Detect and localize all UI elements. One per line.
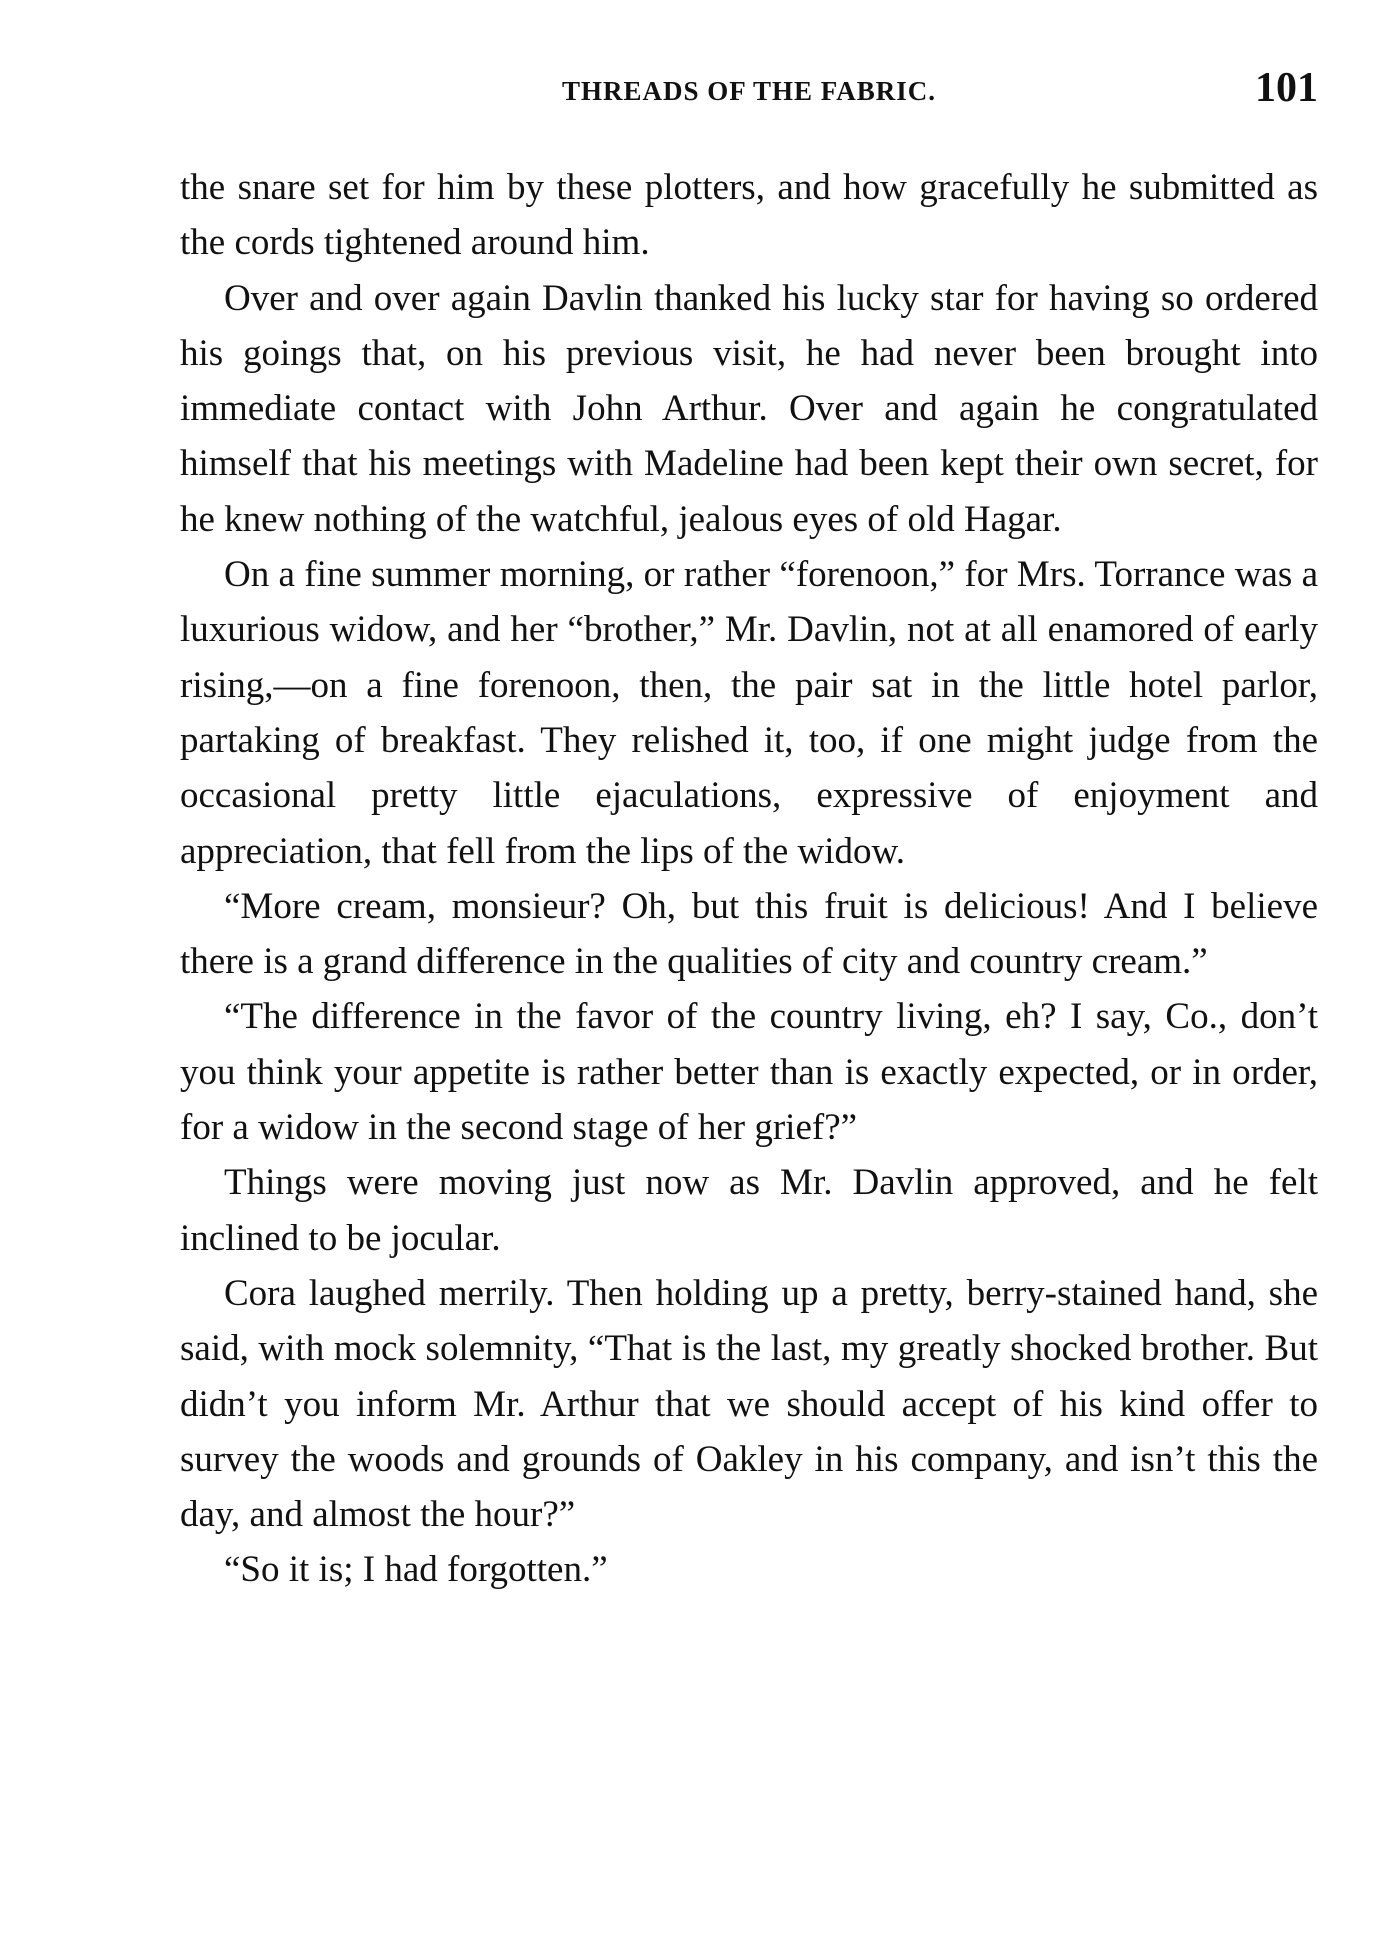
running-title: THREADS OF THE FABRIC. bbox=[561, 76, 937, 106]
body-text bbox=[180, 160, 1318, 1598]
paragraph-continuation: the snare set for him by these plotters, and how gracefully he submitted as the cords tightened around him. bbox=[180, 167, 1318, 264]
paragraph: “The difference in the favor of the country living, eh? I say, Co., don’t you think your appetite is rather better than is exactly expected, or in order, for a widow in the second stage of her grief?” bbox=[180, 996, 1318, 1149]
running-head bbox=[180, 64, 1318, 114]
page-number: 101 bbox=[1255, 65, 1318, 111]
paragraph: On a fine summer morning, or rather “forenoon,” for Mrs. Torrance was a luxurious widow, and her “brother,” Mr. Davlin, not at all enamored of early rising,—on a fine forenoon, then, the pair sat in the little hotel parlor, partaking of breakfast. They relished it, too, if one might judge from the occasional pretty little ejaculations, expressive of enjoyment and appreciation, that fell from the lips of the widow. bbox=[180, 554, 1318, 872]
paragraph: “So it is; I had forgotten.” bbox=[224, 1549, 608, 1591]
paragraph: Cora laughed merrily. Then holding up a pretty, berry-stained hand, she said, with mock solemnity, “That is the last, my greatly shocked brother. But didn’t you inform Mr. Arthur that we should accept of his kind offer to survey the woods and grounds of Oakley in his company, and isn’t this the day, and almost the hour?” bbox=[180, 1272, 1318, 1536]
paragraph: Things were moving just now as Mr. Davlin approved, and he felt inclined to be jocular. bbox=[180, 1162, 1318, 1259]
paragraph: “More cream, monsieur? Oh, but this fruit is delicious! And I believe there is a grand difference in the qualities of city and country cream.” bbox=[180, 885, 1318, 983]
paragraph: Over and over again Davlin thanked his lucky star for having so ordered his goings that, on his previous visit, he had never been brought into immediate contact with John Arthur. Over and again he congratulated himself that his meetings with Madeline had been kept their own secret, for he knew nothing of the watchful, jealous eyes of old Hagar. bbox=[180, 277, 1318, 540]
